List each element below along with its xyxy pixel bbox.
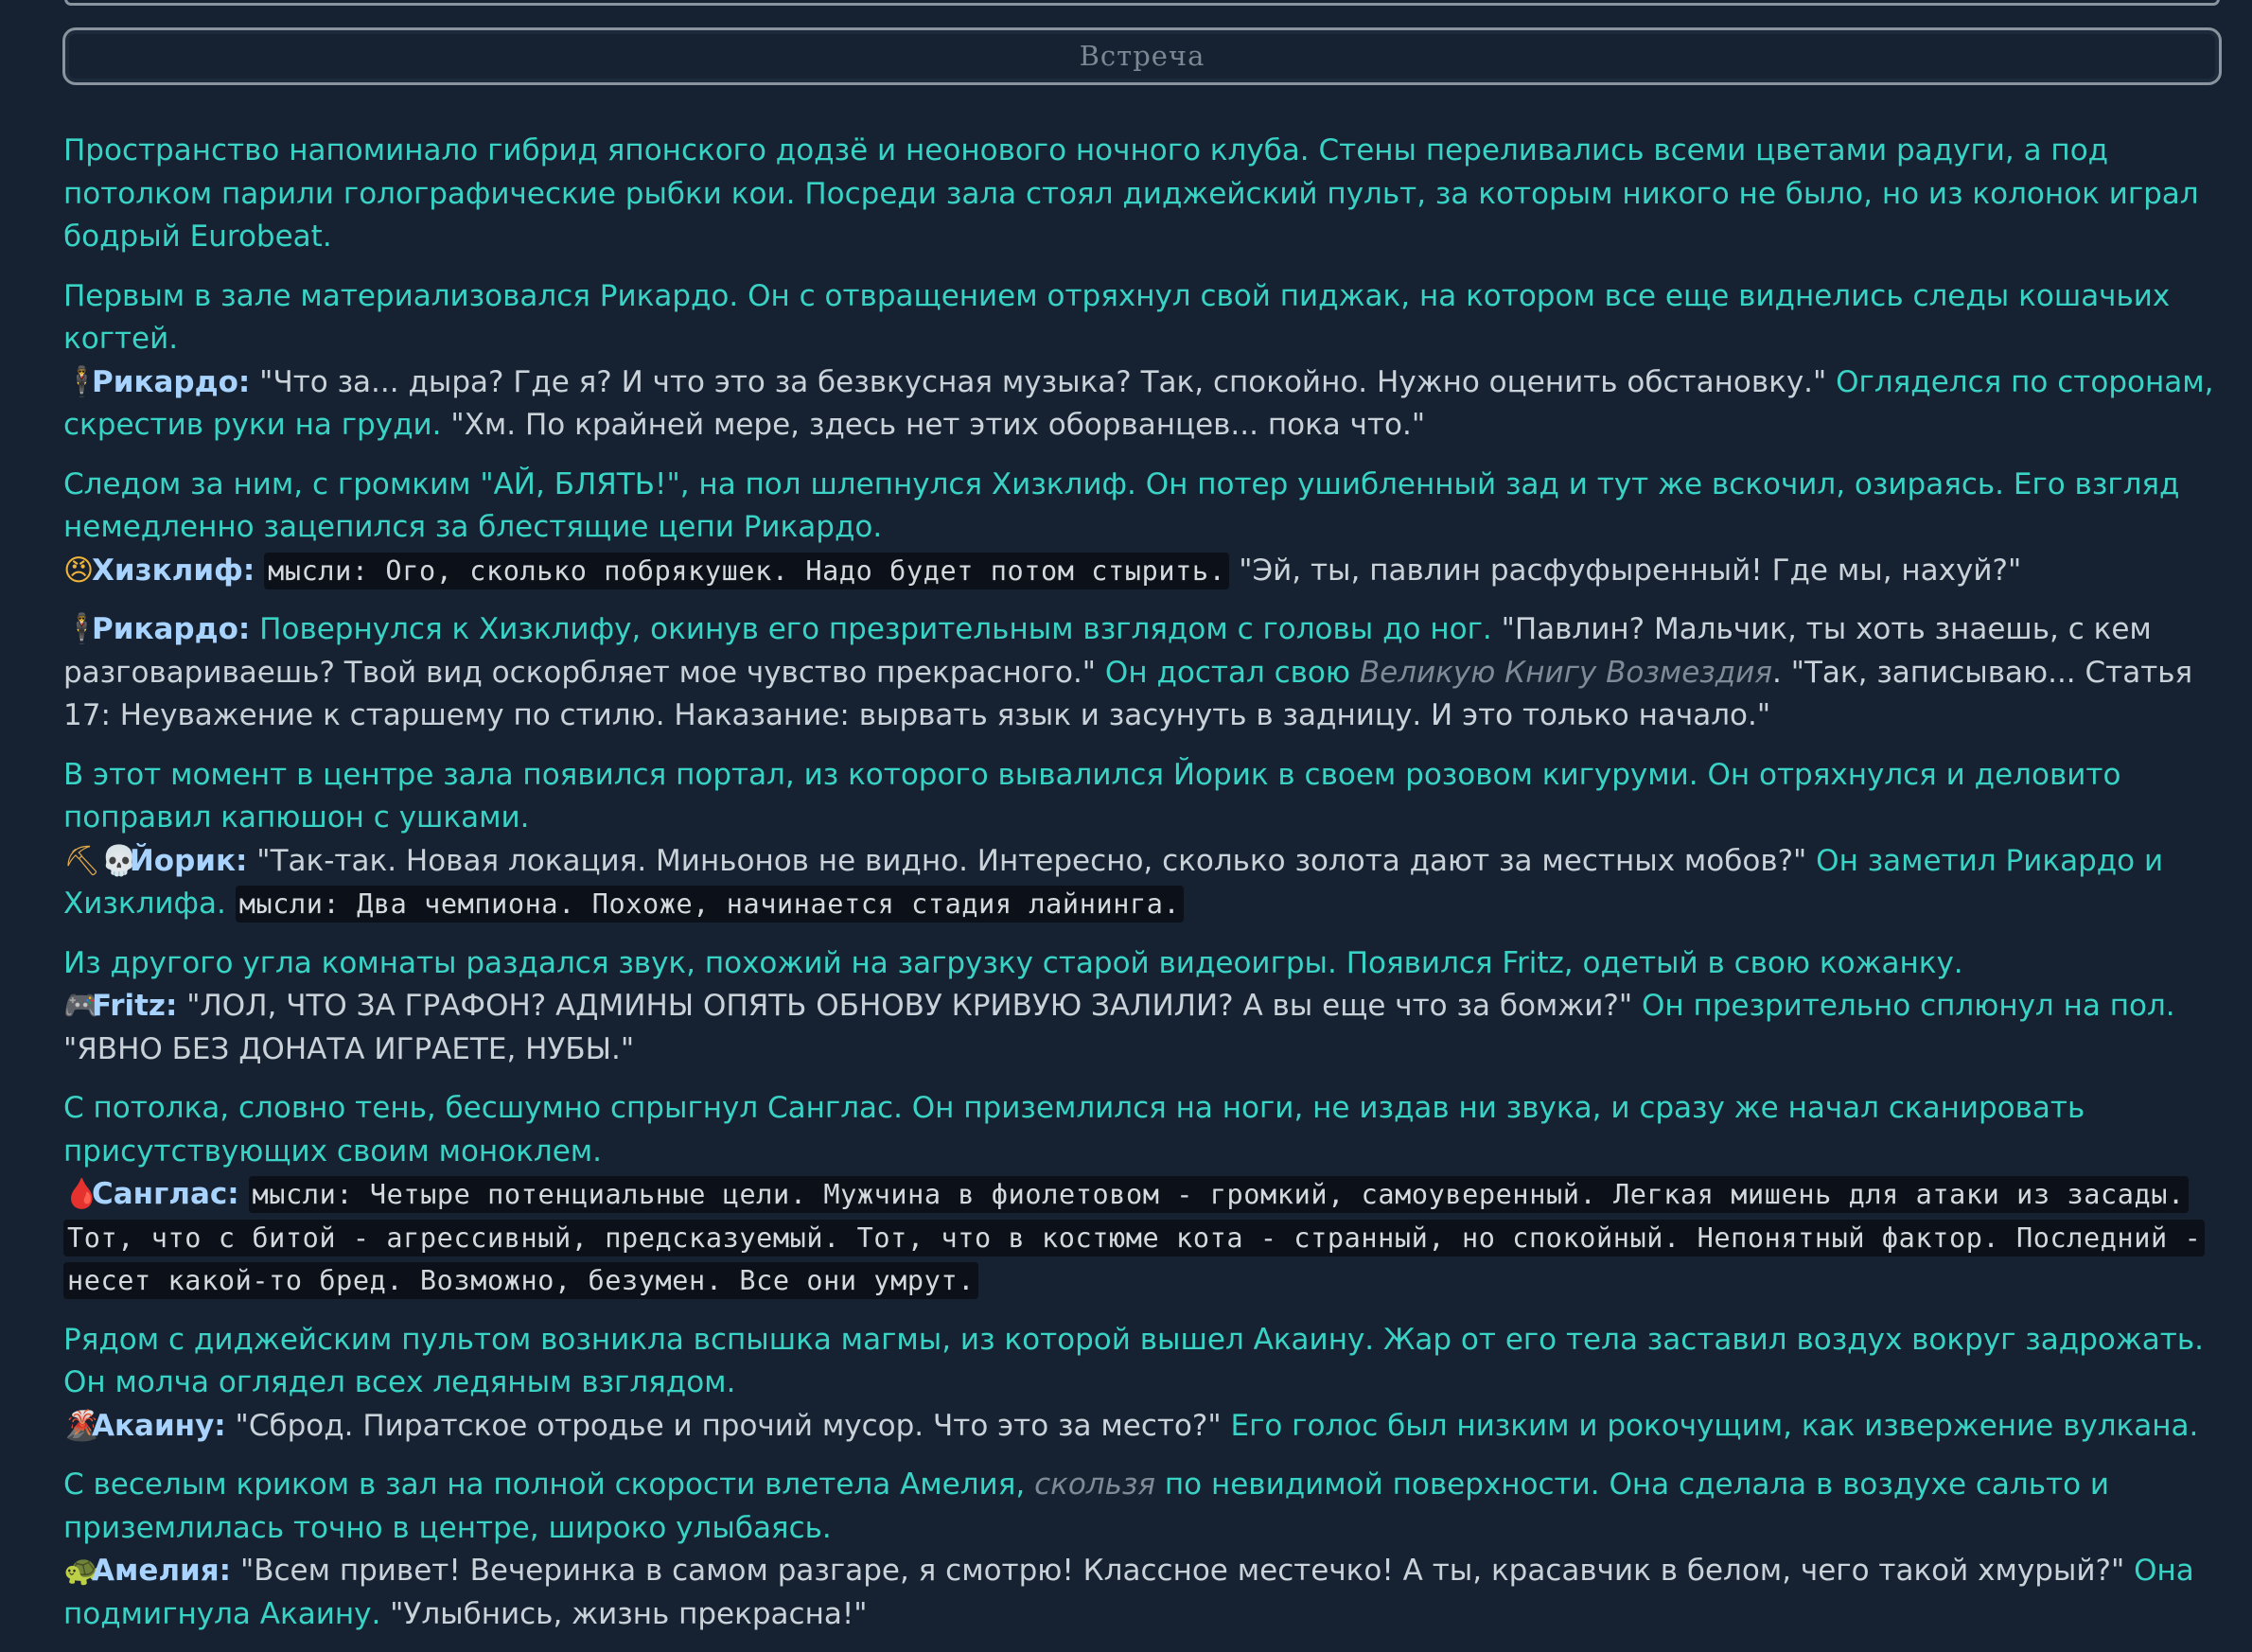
narration: С веселым криком в зал на полной скорости влетела Амелия, [63, 1467, 1035, 1502]
character-name: Fritz: [92, 989, 178, 1023]
thought-block: мысли: Четыре потенциальные цели. Мужчина в фиолетовом - громкий, самоуверенный. Легкая мишень для атаки из засады. Тот, что с битой - агрессивный, предсказуемый. Тот, что в костюме кота - странный, но спокойный. Непонятный фактор. Последний - несет какой-то бред. Возможно, безумен. Все они умрут. [63, 1176, 2205, 1299]
gamepad-icon: 🎮 [63, 989, 100, 1023]
narration: В этот момент в центре зала появился портал, из которого вывалился Йорик в своем розовом кигуруми. Он отряхнулся и деловито поправил капюшон с ушками. [63, 757, 2121, 835]
story-paragraph [63, 275, 2221, 448]
character-name: Хизклиф: [92, 553, 255, 588]
story-paragraph [63, 1087, 2221, 1303]
thought-block: мысли: Ого, сколько побрякушек. Надо будет потом стырить. [264, 553, 1229, 589]
previous-input-frame [64, 0, 2220, 6]
dialogue: "Улыбнись, жизнь прекрасна!" [380, 1596, 868, 1631]
dialogue: "Всем привет! Вечеринка в самом разгаре, я смотрю! Классное местечко! А ты, красавчик в белом, чего такой хмурый?" [231, 1554, 2125, 1588]
dialogue: "ЯВНО БЕЗ ДОНАТА ИГРАЕТЕ, НУБЫ." [63, 1031, 635, 1066]
story-paragraph [63, 464, 2221, 593]
pick-icon: ⛏ [63, 843, 101, 878]
thought-block: мысли: Два чемпиона. Похоже, начинается стадия лайнинга. [236, 886, 1184, 923]
emphasized-text: Великую Книгу Возмездия [1359, 655, 1772, 690]
narration: Пространство напоминало гибрид японского додзё и неонового ночного клуба. Стены переливались всеми цветами радуги, а под потолком парили голографические рыбки кои. Посреди зала стоял диджейский пульт, за которым никого не было, но из колонок играл бодрый Eurobeat. [63, 133, 2199, 254]
narration: Повернулся к Хизклифу, окинув его презрительным взглядом с головы до ног. [250, 612, 1492, 646]
narration: Рядом с диджейским пультом возникла вспышка магмы, из которой вышел Акаину. Жар от его тела заставил воздух вокруг задрожать. Он молча оглядел всех ледяным взглядом. [63, 1322, 2204, 1399]
narration: Первым в зале материализовался Рикардо. Он с отвращением отряхнул свой пиджак, на котором все еще виднелись следы кошачьих когтей. [63, 278, 2171, 356]
volcano-icon: 🌋 [63, 1408, 100, 1443]
narration: Огляделся по сторонам, скрестив руки на груди. [63, 364, 2214, 442]
dialogue: "Павлин? Мальчик, ты хоть знаешь, с кем разговариваешь? Твой вид оскорбляет мое чувство прекрасного." [63, 612, 2152, 690]
narration: С потолка, словно тень, бесшумно спрыгнул Санглас. Он приземлился на ноги, не издав ни звука, и сразу же начал сканировать присутствующих своим моноклем. [63, 1091, 2085, 1169]
story-paragraph [63, 942, 2221, 1072]
character-name: Йорик: [129, 843, 248, 878]
narration: Он заметил Рикардо и Хизклифа. [63, 843, 2164, 921]
dialogue: . "Так, записываю... Статья 17: Неуважение к старшему по стилю. Наказание: вырвать язык и засунуть в задницу. И это только начало." [63, 655, 2193, 732]
person-in-suit-icon: 🕴 [63, 364, 100, 399]
emphasized-text: скользя [1034, 1467, 1156, 1502]
narration: по невидимой поверхности. Она сделала в воздухе сальто и приземлилась точно в центре, широко улыбаясь. [63, 1467, 2110, 1545]
dialogue: "Хм. По крайней мере, здесь нет этих оборванцев... пока что." [441, 408, 1426, 442]
character-name: Акаину: [92, 1408, 226, 1443]
narration: Она подмигнула Акаину. [63, 1554, 2194, 1631]
dialogue: "Эй, ты, павлин расфуфыренный! Где мы, нахуй?" [1229, 553, 2022, 588]
character-name: Санглас: [92, 1177, 239, 1211]
narration: Его голос был низким и рокочущим, как извержение вулкана. [1221, 1408, 2199, 1443]
dialogue: "Так-так. Новая локация. Миньонов не видно. Интересно, сколько золота дают за местных мобов?" [247, 843, 1807, 878]
skull-icon: 💀 [100, 843, 138, 878]
narration: Он достал свою [1096, 655, 1360, 690]
angry-face-icon: 😠 [63, 553, 95, 588]
character-name: Амелия: [92, 1554, 232, 1588]
chapter-title-bar[interactable] [62, 27, 2222, 85]
dialogue: "ЛОЛ, ЧТО ЗА ГРАФОН? АДМИНЫ ОПЯТЬ ОБНОВУ КРИВУЮ ЗАЛИЛИ? А вы еще что за бомжи?" [177, 989, 1633, 1023]
blood-drop-icon: 🩸 [63, 1177, 100, 1211]
story-paragraph [63, 130, 2221, 259]
story-log [63, 130, 2221, 1652]
story-paragraph [63, 754, 2221, 926]
person-in-suit-icon: 🕴 [63, 612, 100, 646]
narration: Он презрительно сплюнул на пол. [1632, 989, 2175, 1023]
turtle-icon: 🐢 [63, 1554, 100, 1588]
narration: Следом за ним, с громким "АЙ, БЛЯТЬ!", на пол шлепнулся Хизклиф. Он потер ушибленный зад и тут же вскочил, озираясь. Его взгляд немедленно зацепился за блестящие цепи Рикардо. [63, 466, 2180, 544]
dialogue: "Что за... дыра? Где я? И что это за безвкусная музыка? Так, спокойно. Нужно оценить обстановку." [250, 364, 1827, 399]
dialogue: "Сброд. Пиратское отродье и прочий мусор. Что это за место?" [225, 1408, 1222, 1443]
story-paragraph [63, 1319, 2221, 1449]
chapter-title: Встреча [1079, 39, 1205, 72]
narration: Из другого угла комнаты раздался звук, похожий на загрузку старой видеоигры. Появился Fritz, одетый в свою кожанку. [63, 945, 1963, 980]
character-name: Рикардо: [92, 364, 251, 399]
story-paragraph [63, 1464, 2221, 1636]
character-name: Рикардо: [92, 612, 251, 646]
story-paragraph [63, 608, 2221, 738]
